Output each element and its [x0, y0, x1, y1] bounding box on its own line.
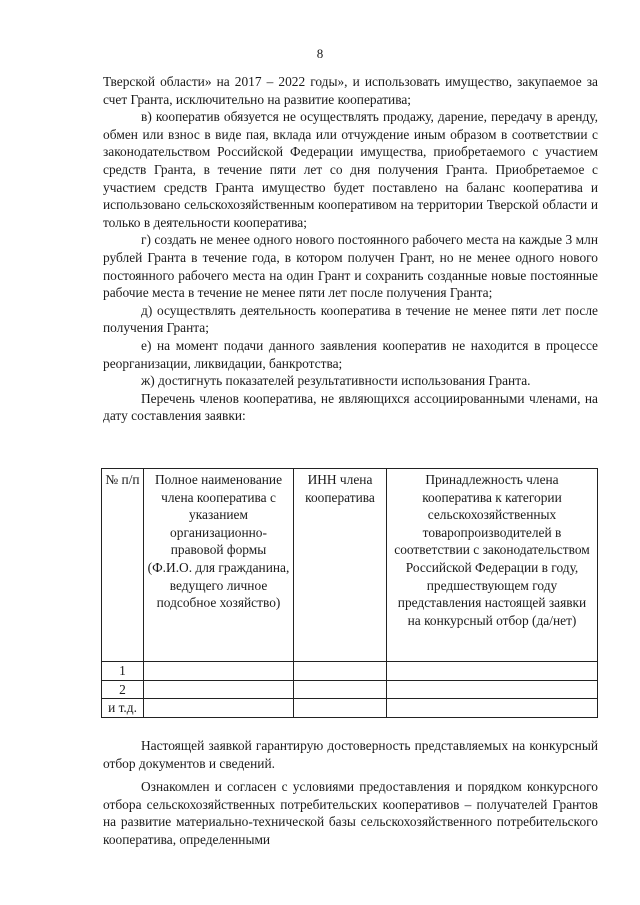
- body-text-top: [103, 73, 598, 425]
- paragraph-item-e: е) на момент подачи данного заявления кооператив не находится в процессе реорганизации, ликвидации, банкротства;: [103, 337, 598, 371]
- table-cell: [294, 699, 387, 718]
- header-inn: ИНН члена кооператива: [294, 469, 387, 662]
- paragraph-item-g: г) создать не менее одного нового постоянного рабочего места на каждые 3 млн рублей Гранта в течение года, в котором получен Грант, но не менее одного нового постоянного рабочего места на один Грант и сохранить созданные новые постоянные рабочие места в течение не менее пяти лет после получения Гранта;: [103, 232, 598, 301]
- paragraph-guarantee: Настоящей заявкой гарантирую достоверность представляемых на конкурсный отбор документов и сведений.: [103, 738, 598, 771]
- paragraph-acknowledgement: Ознакомлен и согласен с условиями предоставления и порядком конкурсного отбора сельскохозяйственных потребительских кооперативов – получателей Грантов на развитие материально-технической базы сельскохозяйственного потребительского кооператива, определенными: [103, 779, 598, 847]
- paragraph-item-zh: ж) достигнуть показателей результативности использования Гранта.: [141, 373, 531, 389]
- table-cell: 2: [102, 680, 144, 699]
- table-row: [102, 699, 598, 718]
- table-cell: [144, 680, 294, 699]
- table-row: [102, 680, 598, 699]
- table-cell: [387, 680, 598, 699]
- header-member-name: Полное наименование члена кооператива с указанием организационно-правовой формы (Ф.И.О. для гражданина, ведущего личное подсобное хозяйство): [144, 469, 294, 662]
- header-category: Принадлежность члена кооператива к категории сельскохозяйственных товаропроизводителей в соответствии с законодательством Российской Федерации в году, предшествующем году представления настоящей заявки на конкурсный отбор (да/нет): [387, 469, 598, 662]
- table-row: [102, 662, 598, 681]
- paragraph-item-v: в) кооператив обязуется не осуществлять продажу, дарение, передачу в аренду, обмен или взнос в виде пая, вклада или отчуждение иным образом в соответствии с законодательством Российской Федерации имущества, приобретаемого с участием средств Гранта, в течение пяти лет со дня получения Гранта. Приобретаемое с участием средств Гранта имущество будет поставлено на баланс кооператива и использовано сельскохозяйственным кооперативом на территории Тверской области и только в деятельности кооператива;: [103, 109, 598, 230]
- paragraph: Тверской области» на 2017 – 2022 годы», и использовать имущество, закупаемое за счет Гранта, исключительно на развитие кооператива;: [103, 74, 598, 107]
- members-table: [101, 468, 598, 718]
- page-number: 8: [316, 46, 324, 61]
- table-header-row: [102, 469, 598, 662]
- table-cell: [294, 662, 387, 681]
- table-cell: [387, 699, 598, 718]
- body-text-bottom: [103, 737, 598, 855]
- table-cell: [144, 662, 294, 681]
- paragraph-item-d: д) осуществлять деятельность кооператива в течение не менее пяти лет после получения Гранта;: [103, 302, 598, 336]
- table-cell: 1: [102, 662, 144, 681]
- table-cell: [294, 680, 387, 699]
- table-cell: [144, 699, 294, 718]
- table-cell: и т.д.: [102, 699, 144, 718]
- table-cell: [387, 662, 598, 681]
- paragraph-members-list-intro: Перечень членов кооператива, не являющихся ассоциированными членами, на дату составления заявки:: [103, 390, 598, 424]
- header-number: № п/п: [102, 469, 144, 662]
